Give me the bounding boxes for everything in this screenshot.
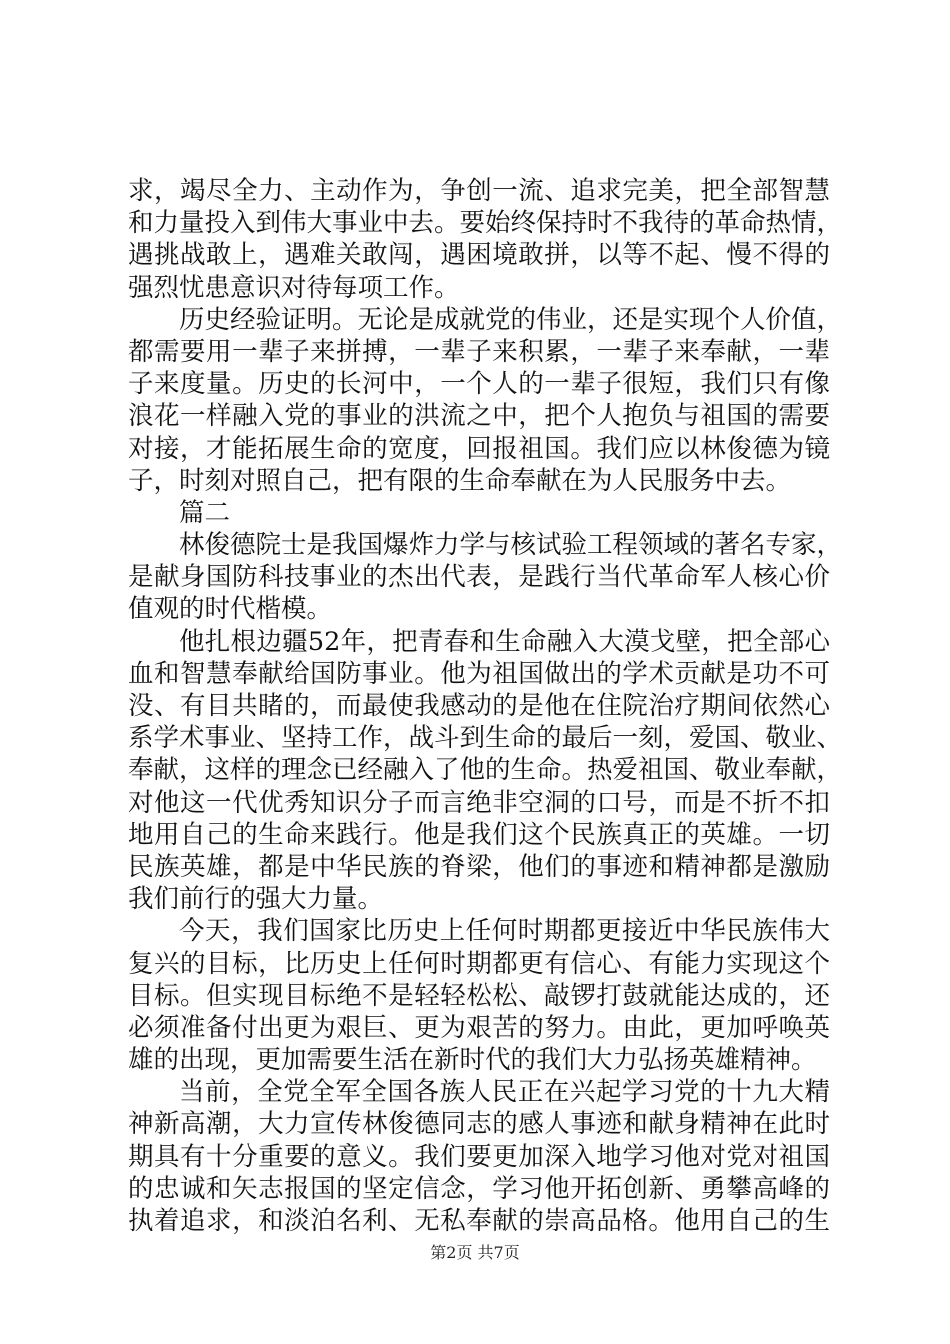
paragraph-line: 对他这一代优秀知识分子而言绝非空洞的口号，而是不折不扣 [128,787,830,818]
paragraph-line: 系学术事业、坚持工作，战斗到生命的最后一刻，爱国、敬业、 [128,723,843,754]
paragraph-first-line: 林俊德院士是我国爆炸力学与核试验工程领域的著名专家， [179,530,843,561]
paragraph-line: 必须准备付出更为艰巨、更为艰苦的努力。由此，更加呼唤英 [128,1012,830,1043]
paragraph-line: 都需要用一辈子来拼搏，一辈子来积累，一辈子来奉献，一辈 [128,336,830,367]
paragraph-line: 奉献，这样的理念已经融入了他的生命。热爱祖国、敬业奉献， [128,755,843,786]
paragraph-line: 子来度量。历史的长河中，一个人的一辈子很短，我们只有像 [128,369,830,400]
document-body [128,175,843,1237]
paragraph-line: 神新高潮，大力宣传林俊德同志的感人事迹和献身精神在此时 [128,1109,830,1140]
paragraph-line: 地用自己的生命来践行。他是我们这个民族真正的英雄。一切 [128,819,830,850]
paragraph-first-line: 篇二 [179,497,231,528]
paragraph-line: 值观的时代楷模。 [128,594,333,625]
paragraph-line: 没、有目共睹的，而最使我感动的是他在住院治疗期间依然心 [128,691,830,721]
paragraph-line: 和力量投入到伟大事业中去。要始终保持时不我待的革命热情， [128,208,843,239]
page-number-footer: 第2页 共7页 [430,1243,520,1262]
paragraph-line: 的忠诚和矢志报国的坚定信念，学习他开拓创新、勇攀高峰的 [128,1173,830,1204]
paragraph-first-line: 他扎根边疆52年，把青春和生命融入大漠戈壁，把全部心 [179,626,830,657]
paragraph-line: 我们前行的强大力量。 [128,884,384,915]
paragraph-line: 求，竭尽全力、主动作为，争创一流、追求完美，把全部智慧 [128,176,830,206]
paragraph-line: 子，时刻对照自己，把有限的生命奉献在为人民服务中去。 [128,465,792,496]
paragraph-line: 雄的出现，更加需要生活在新时代的我们大力弘扬英雄精神。 [128,1045,817,1076]
paragraph-line: 浪花一样融入党的事业的洪流之中，把个人抱负与祖国的需要 [128,401,830,432]
paragraph-first-line: 当前，全党全军全国各族人民正在兴起学习党的十九大精 [179,1077,830,1108]
paragraph-line: 对接，才能拓展生命的宽度，回报祖国。我们应以林俊德为镜 [128,433,830,464]
paragraph-line: 血和智慧奉献给国防事业。他为祖国做出的学术贡献是功不可 [128,658,830,689]
paragraph-first-line: 今天，我们国家比历史上任何时期都更接近中华民族伟大 [179,916,830,947]
paragraph-line: 复兴的目标，比历史上任何时期都更有信心、有能力实现这个 [128,948,830,979]
paragraph-line: 遇挑战敢上，遇难关敢闯，遇困境敢拼，以等不起、慢不得的 [128,240,830,271]
paragraph-line: 期具有十分重要的意义。我们要更加深入地学习他对党对祖国 [128,1141,830,1172]
paragraph-line: 执着追求，和淡泊名利、无私奉献的崇高品格。他用自己的生 [128,1206,830,1236]
paragraph-line: 民族英雄，都是中华民族的脊梁，他们的事迹和精神都是激励 [128,851,830,882]
paragraph-line: 目标。但实现目标绝不是轻轻松松、敲锣打鼓就能达成的，还 [128,980,830,1011]
paragraph-line: 强烈忧患意识对待每项工作。 [128,272,460,303]
paragraph-first-line: 历史经验证明。无论是成就党的伟业，还是实现个人价值， [179,304,843,335]
paragraph-line: 是献身国防科技事业的杰出代表，是践行当代革命军人核心价 [128,562,830,593]
